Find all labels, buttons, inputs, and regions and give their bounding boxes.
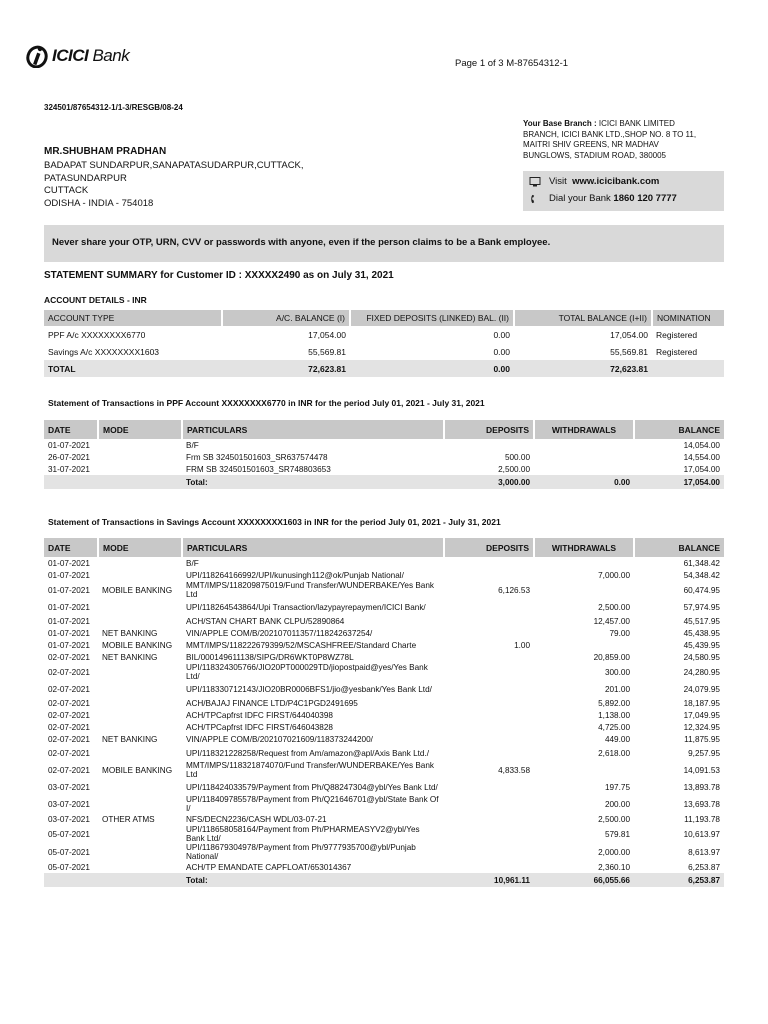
- summary-title: STATEMENT SUMMARY for Customer ID : XXXXX2490 as on July 31, 2021: [44, 270, 394, 281]
- column-header: MODE: [98, 420, 182, 439]
- table-row: [44, 745, 724, 761]
- column-header: TOTAL BALANCE (I+II): [514, 310, 652, 326]
- table-cell: Registered: [656, 329, 698, 340]
- table-cell: 26-07-2021: [48, 452, 90, 462]
- table-row: [44, 813, 724, 825]
- table-cell: UPI/118321228258/Request from Am/amazon@apl/Axis Bank Ltd./: [186, 748, 430, 758]
- table-cell: MMT/IMPS/118209875019/Fund Transfer/WUNDERBAKE/Yes Bank Ltd: [186, 581, 435, 599]
- table-cell: 6,253.87: [688, 862, 720, 872]
- savings-statement-title: Statement of Transactions in Savings Account XXXXXXXX1603 in INR for the period July 01, 2021 - July 31, 2021: [48, 517, 501, 527]
- table-cell: 10,613.97: [683, 829, 720, 839]
- table-cell: MMT/IMPS/118222679399/52/MSCASHFREE/Standard Charte: [186, 640, 417, 650]
- table-cell: [98, 745, 182, 761]
- table-cell: UPI/118658058164/Payment from Ph/PHARMEASYV2@ybl/Yes Bank Ltd/: [186, 825, 420, 843]
- table-cell: 200.00: [604, 799, 630, 809]
- column-header: MODE: [98, 538, 182, 557]
- column-header: DEPOSITS: [444, 538, 534, 557]
- address-line: CUTTACK: [44, 185, 89, 196]
- table-cell: VIN/APPLE COM/B/202107021609/118373244200/: [186, 734, 373, 744]
- account-summary-table: [44, 310, 724, 377]
- table-cell: [444, 651, 534, 663]
- table-cell: Total:: [182, 475, 444, 489]
- reference-line: 324501/87654312-1/1-3/RESGB/08-24: [44, 103, 183, 112]
- table-row: [44, 569, 724, 581]
- address-line: PATASUNDARPUR: [44, 172, 127, 184]
- table-cell: 9,257.95: [688, 748, 720, 758]
- icici-logo-icon: [26, 44, 48, 68]
- table-row: [44, 681, 724, 697]
- ppf-transactions-table: [44, 420, 724, 489]
- table-cell: 01-07-2021: [48, 570, 90, 580]
- table-cell: 01-07-2021: [48, 558, 90, 568]
- table-cell: [98, 795, 182, 813]
- table-cell: NFS/DECN2236/CASH WDL/03-07-21: [186, 814, 327, 824]
- dial-number[interactable]: 1860 120 7777: [613, 193, 677, 204]
- table-cell: 45,438.95: [683, 628, 720, 638]
- table-cell: [444, 663, 534, 681]
- table-cell: 01-07-2021: [48, 628, 90, 638]
- table-cell: [534, 639, 634, 651]
- table-cell: 0.00: [350, 360, 514, 377]
- table-cell: [98, 697, 182, 709]
- table-cell: UPI/118324305766/JIO20PT000029TD/jiopostpaid@yes/Yes Bank Ltd/: [186, 663, 428, 681]
- savings-transactions-table: [44, 538, 724, 887]
- total-row: [44, 475, 724, 489]
- table-cell: 13,693.78: [683, 799, 720, 809]
- phone-icon: [529, 194, 541, 204]
- table-cell: B/F: [186, 440, 199, 450]
- logo-suffix: Bank: [92, 46, 130, 65]
- table-header-row: [44, 538, 724, 557]
- table-cell: UPI/118264166992/UPI/kunusingh112@ok/Punjab National/: [186, 570, 404, 580]
- table-header-row: [44, 310, 724, 326]
- table-cell: MOBILE BANKING: [102, 640, 173, 650]
- table-cell: [44, 475, 98, 489]
- table-cell: 02-07-2021: [48, 684, 90, 694]
- table-header-row: [44, 420, 724, 439]
- table-cell: 0.00: [493, 346, 510, 357]
- table-cell: Registered: [656, 346, 698, 357]
- table-cell: NET BANKING: [102, 652, 158, 662]
- table-cell: ACH/TPCapfrst IDFC FIRST/644040398: [186, 710, 333, 720]
- table-cell: [444, 627, 534, 639]
- table-cell: ACH/TPCapfrst IDFC FIRST/646043828: [186, 722, 333, 732]
- address-line: ODISHA - INDIA - 754018: [44, 197, 154, 209]
- table-cell: UPI/118679304978/Payment from Ph/9777935700@ybl/Punjab National/: [186, 843, 416, 861]
- table-cell: [44, 873, 98, 887]
- table-row: [44, 557, 724, 569]
- table-cell: [98, 663, 182, 681]
- table-cell: 449.00: [604, 734, 630, 744]
- security-warning-text: Never share your OTP, URN, CVV or passwords with anyone, even if the person claims to be a Bank employee.: [52, 237, 551, 248]
- bank-logo: [26, 44, 129, 68]
- table-cell: [98, 721, 182, 733]
- table-cell: 5,892.00: [598, 698, 630, 708]
- column-header: BALANCE: [634, 538, 724, 557]
- table-cell: NET BANKING: [102, 734, 158, 744]
- contact-box: [523, 171, 724, 211]
- table-cell: [444, 813, 534, 825]
- table-cell: PPF A/c XXXXXXXX6770: [48, 329, 146, 340]
- table-cell: [98, 569, 182, 581]
- column-header: DEPOSITS: [444, 420, 534, 439]
- table-cell: FRM SB 324501501603_SR748803653: [186, 464, 331, 474]
- table-cell: 05-07-2021: [48, 847, 90, 857]
- table-cell: 45,439.95: [683, 640, 720, 650]
- customer-address: [44, 160, 304, 210]
- table-row: [44, 599, 724, 615]
- table-cell: 201.00: [604, 684, 630, 694]
- table-row: [44, 779, 724, 795]
- table-cell: [444, 795, 534, 813]
- table-row: [44, 663, 724, 681]
- branch-line: ICICI BANK LIMITED: [598, 119, 675, 128]
- table-cell: [98, 615, 182, 627]
- table-row: [44, 733, 724, 745]
- table-cell: [534, 463, 634, 475]
- table-cell: [98, 475, 182, 489]
- column-header: ACCOUNT TYPE: [44, 310, 222, 326]
- table-row: [44, 843, 724, 861]
- table-cell: Total:: [182, 873, 444, 887]
- table-cell: [444, 709, 534, 721]
- table-cell: 13,893.78: [683, 782, 720, 792]
- table-cell: 02-07-2021: [48, 710, 90, 720]
- table-row: [44, 795, 724, 813]
- table-cell: 6,253.87: [634, 873, 724, 887]
- table-cell: 300.00: [604, 667, 630, 677]
- table-cell: UPI/118330712143/JIO20BR0006BFS1/jio@yesbank/Yes Bank Ltd/: [186, 684, 432, 694]
- column-header: WITHDRAWALS: [534, 420, 634, 439]
- table-cell: 10,961.11: [444, 873, 534, 887]
- table-cell: 01-07-2021: [48, 602, 90, 612]
- table-cell: 18,187.95: [683, 698, 720, 708]
- table-cell: [98, 709, 182, 721]
- table-row: [44, 326, 724, 343]
- customer-name: MR.SHUBHAM PRADHAN: [44, 146, 167, 157]
- address-line: BADAPAT SUNDARPUR,SANAPATASUDARPUR,CUTTACK,: [44, 160, 304, 171]
- table-cell: 14,054.00: [683, 440, 720, 450]
- table-cell: [98, 873, 182, 887]
- table-cell: [98, 451, 182, 463]
- table-row: [44, 861, 724, 873]
- table-cell: 61,348.42: [683, 558, 720, 568]
- table-cell: 72,623.81: [222, 360, 350, 377]
- table-cell: [98, 439, 182, 451]
- column-header: WITHDRAWALS: [534, 538, 634, 557]
- table-cell: 45,517.95: [683, 616, 720, 626]
- ppf-statement-title: Statement of Transactions in PPF Account XXXXXXXX6770 in INR for the period July 01, 2021 - July 31, 2021: [48, 398, 485, 408]
- visit-label: Visit: [549, 176, 567, 187]
- table-row: [44, 343, 724, 360]
- table-cell: Frm SB 324501501603_SR637574478: [186, 452, 328, 462]
- table-cell: 24,280.95: [683, 667, 720, 677]
- table-cell: 20,859.00: [593, 652, 630, 662]
- table-cell: 05-07-2021: [48, 862, 90, 872]
- table-cell: 02-07-2021: [48, 652, 90, 662]
- table-cell: 03-07-2021: [48, 782, 90, 792]
- table-cell: [444, 681, 534, 697]
- table-cell: [534, 451, 634, 463]
- table-cell: ACH/TP EMANDATE CAPFLOAT/653014367: [186, 862, 352, 872]
- table-cell: [98, 825, 182, 843]
- table-cell: 14,554.00: [683, 452, 720, 462]
- table-row: [44, 697, 724, 709]
- table-cell: ACH/STAN CHART BANK CLPU/52890864: [186, 616, 345, 626]
- table-cell: [444, 825, 534, 843]
- dial-label: Dial your Bank: [549, 193, 611, 204]
- table-cell: [98, 599, 182, 615]
- table-cell: 03-07-2021: [48, 799, 90, 809]
- table-cell: 60,474.95: [683, 585, 720, 595]
- table-row: [44, 709, 724, 721]
- table-cell: [444, 721, 534, 733]
- table-cell: 2,500.00: [598, 602, 630, 612]
- table-cell: 2,500.00: [498, 464, 530, 474]
- monitor-icon: [529, 177, 541, 187]
- table-cell: 197.75: [604, 782, 630, 792]
- table-row: [44, 639, 724, 651]
- table-cell: [98, 557, 182, 569]
- table-cell: [98, 681, 182, 697]
- table-cell: 11,875.95: [684, 734, 720, 744]
- table-cell: [444, 569, 534, 581]
- table-cell: 6,126.53: [498, 585, 530, 595]
- table-cell: [534, 557, 634, 569]
- table-cell: ACH/BAJAJ FINANCE LTD/P4C1PGD2491695: [186, 698, 358, 708]
- table-cell: 02-07-2021: [48, 748, 90, 758]
- total-row: [44, 873, 724, 887]
- table-cell: UPI/118409785578/Payment from Ph/Q21646701@ybl/State Bank Of I/: [186, 795, 439, 813]
- table-cell: 01-07-2021: [48, 440, 90, 450]
- table-cell: [98, 861, 182, 873]
- table-cell: 8,613.97: [688, 847, 720, 857]
- table-cell: [444, 615, 534, 627]
- branch-line: MAITRI SHIV GREENS, NR MADHAV: [523, 140, 659, 149]
- table-cell: 12,324.95: [683, 722, 720, 732]
- table-cell: [98, 843, 182, 861]
- table-cell: NET BANKING: [102, 628, 158, 638]
- table-cell: 2,360.10: [598, 862, 630, 872]
- table-cell: [444, 779, 534, 795]
- table-row: [44, 651, 724, 663]
- table-cell: 24,079.95: [683, 684, 720, 694]
- page-info: Page 1 of 3 M-87654312-1: [455, 58, 569, 69]
- table-cell: 66,055.66: [534, 873, 634, 887]
- table-cell: 17,049.95: [683, 710, 720, 720]
- table-cell: MMT/IMPS/118321874070/Fund Transfer/WUNDERBAKE/Yes Bank Ltd: [186, 761, 435, 779]
- dial-line: [529, 193, 677, 204]
- table-cell: 03-07-2021: [48, 814, 90, 824]
- table-cell: 02-07-2021: [48, 667, 90, 677]
- table-cell: 0.00: [534, 475, 634, 489]
- column-header: FIXED DEPOSITS (LINKED) BAL. (II): [350, 310, 514, 326]
- table-row: [44, 615, 724, 627]
- branch-line: BUNGLOWS, STADIUM ROAD, 380005: [523, 150, 666, 160]
- table-cell: [534, 439, 634, 451]
- table-cell: 4,725.00: [598, 722, 630, 732]
- table-cell: 1,138.00: [598, 710, 630, 720]
- column-header: BALANCE: [634, 420, 724, 439]
- table-cell: VIN/APPLE COM/B/202107011357/118242637254/: [186, 628, 373, 638]
- table-cell: 17,054.00: [634, 475, 724, 489]
- table-cell: [98, 779, 182, 795]
- table-cell: B/F: [186, 558, 199, 568]
- table-cell: 79.00: [609, 628, 630, 638]
- column-header: DATE: [44, 420, 98, 439]
- table-cell: BIL/000149611138/SIPG/DR6WKT0P8WZ78L: [186, 652, 354, 662]
- base-branch: [523, 119, 733, 161]
- table-row: [44, 721, 724, 733]
- column-header: A/C. BALANCE (I): [222, 310, 350, 326]
- table-row: [44, 761, 724, 779]
- table-cell: 01-07-2021: [48, 585, 90, 595]
- table-cell: 14,091.53: [683, 765, 720, 775]
- table-cell: [534, 761, 634, 779]
- table-cell: 17,054.00: [683, 464, 720, 474]
- account-details-heading: ACCOUNT DETAILS - INR: [44, 295, 147, 305]
- table-cell: 500.00: [504, 452, 530, 462]
- security-warning-bar: [44, 225, 724, 262]
- table-cell: 7,000.00: [598, 570, 630, 580]
- table-cell: MOBILE BANKING: [102, 765, 173, 775]
- table-cell: 01-07-2021: [48, 616, 90, 626]
- column-header: PARTICULARS: [182, 538, 444, 557]
- table-cell: 12,457.00: [593, 616, 630, 626]
- table-cell: 579.81: [604, 829, 630, 839]
- table-cell: MOBILE BANKING: [102, 585, 173, 595]
- table-cell: 17,054.00: [308, 329, 346, 340]
- table-cell: 2,500.00: [598, 814, 630, 824]
- table-cell: 01-07-2021: [48, 640, 90, 650]
- table-row: [44, 439, 724, 451]
- table-cell: [652, 360, 724, 377]
- table-cell: 31-07-2021: [48, 464, 90, 474]
- table-cell: [534, 581, 634, 599]
- table-cell: [444, 733, 534, 745]
- table-cell: 2,000.00: [598, 847, 630, 857]
- table-cell: [444, 697, 534, 709]
- table-cell: 0.00: [493, 329, 510, 340]
- table-cell: 02-07-2021: [48, 722, 90, 732]
- table-cell: [444, 861, 534, 873]
- table-cell: OTHER ATMS: [102, 814, 155, 824]
- table-cell: 02-07-2021: [48, 765, 90, 775]
- column-header: PARTICULARS: [182, 420, 444, 439]
- table-cell: 4,833.58: [498, 765, 530, 775]
- visit-line: [529, 176, 659, 187]
- table-cell: [444, 745, 534, 761]
- table-cell: UPI/118264543864/Upi Transaction/lazypayrepaymen/ICICI Bank/: [186, 602, 426, 612]
- table-row: [44, 581, 724, 599]
- table-cell: 1.00: [514, 640, 530, 650]
- branch-label: Your Base Branch :: [523, 119, 597, 128]
- table-cell: 3,000.00: [444, 475, 534, 489]
- branch-line: BRANCH, ICICI BANK LTD.,SHOP NO. 8 TO 11,: [523, 129, 697, 139]
- table-cell: [444, 439, 534, 451]
- table-row: [44, 825, 724, 843]
- logo-brand: ICICI: [52, 46, 89, 65]
- visit-url[interactable]: www.icicibank.com: [572, 176, 660, 187]
- table-cell: [444, 843, 534, 861]
- table-row: [44, 463, 724, 475]
- table-cell: 55,569.81: [610, 346, 648, 357]
- table-cell: Savings A/c XXXXXXXX1603: [48, 346, 160, 357]
- table-cell: 24,580.95: [683, 652, 720, 662]
- table-cell: [98, 463, 182, 475]
- total-row: [44, 360, 724, 377]
- table-cell: 02-07-2021: [48, 734, 90, 744]
- table-cell: 54,348.42: [683, 570, 720, 580]
- table-cell: 02-07-2021: [48, 698, 90, 708]
- table-cell: TOTAL: [44, 360, 222, 377]
- table-cell: 2,618.00: [598, 748, 630, 758]
- table-cell: 55,569.81: [308, 346, 346, 357]
- table-cell: 11,193.78: [684, 814, 720, 824]
- column-header: DATE: [44, 538, 98, 557]
- table-cell: [444, 557, 534, 569]
- table-cell: UPI/118424033579/Payment from Ph/Q88247304@ybl/Yes Bank Ltd/: [186, 782, 438, 792]
- table-row: [44, 627, 724, 639]
- table-cell: 72,623.81: [514, 360, 652, 377]
- table-cell: 17,054.00: [610, 329, 648, 340]
- table-cell: 57,974.95: [683, 602, 720, 612]
- table-cell: 05-07-2021: [48, 829, 90, 839]
- table-row: [44, 451, 724, 463]
- table-cell: [444, 599, 534, 615]
- column-header: NOMINATION: [652, 310, 724, 326]
